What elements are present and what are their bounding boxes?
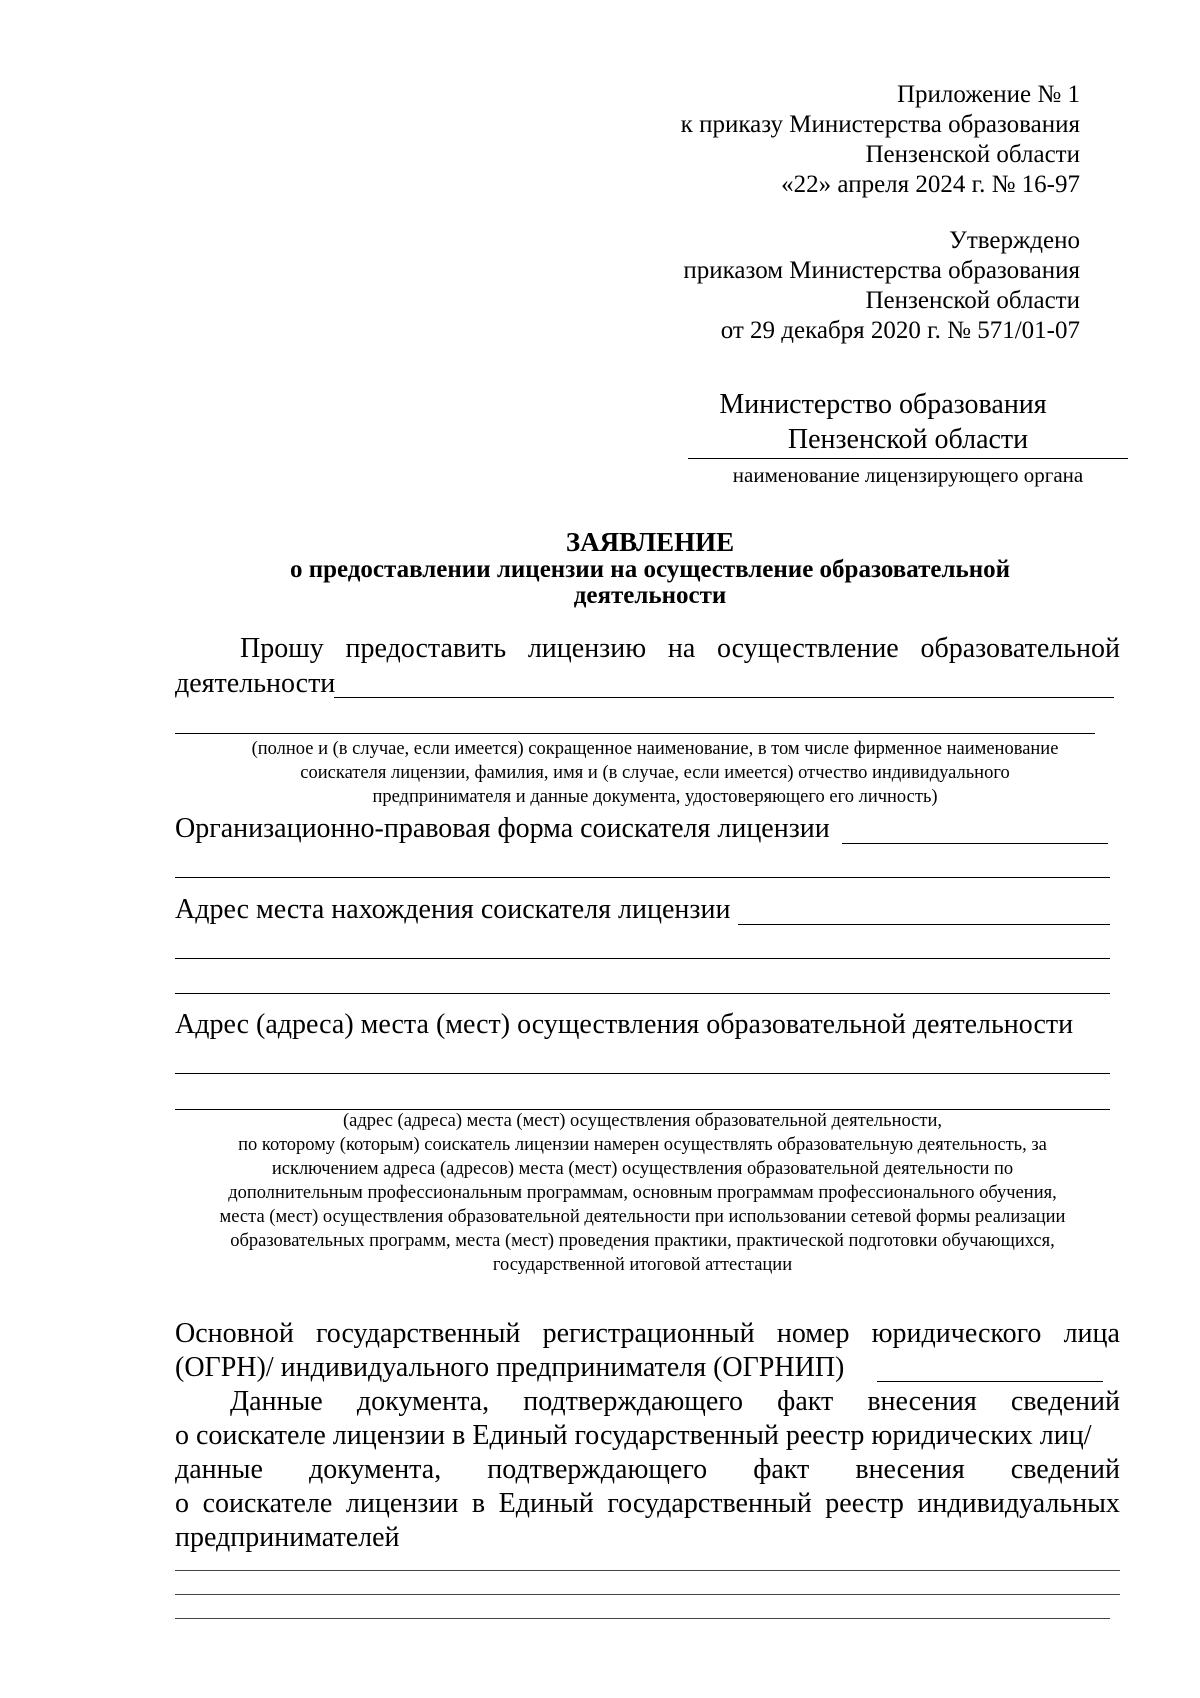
note-line: соискателя лицензии, фамилия, имя и (в случае, если имеется) отчество индивидуального: [300, 763, 1010, 783]
org-form-field-2[interactable]: [175, 877, 1110, 878]
annex-region: Пензенской области: [865, 141, 1080, 168]
address-field-2[interactable]: [175, 958, 1110, 959]
word: внесения: [855, 1454, 965, 1485]
word: номер: [776, 1318, 850, 1349]
word: лица: [1063, 1318, 1120, 1349]
word: государственный: [316, 1318, 521, 1349]
statement-subtitle-1: о предоставлении лицензии на осуществление образовательной: [289, 556, 1011, 583]
org-form-label: Организационно-правовая форма соискателя лицензии: [175, 813, 830, 844]
annex-order-ref: к приказу Министерства образования: [680, 111, 1080, 138]
approved-block: [683, 226, 1080, 346]
registry-doc-line-4: [175, 1488, 1120, 1520]
note-line: государственной итоговой аттестации: [492, 1255, 793, 1275]
registry-doc-line-5: предпринимателей: [175, 1522, 400, 1553]
request-line: [240, 633, 1120, 665]
request-continuation: деятельности: [175, 668, 336, 699]
applicant-name-field-2[interactable]: [175, 733, 1095, 734]
word: реестр: [825, 1488, 904, 1519]
recipient-line2: Пензенской области: [787, 424, 1029, 455]
ogrn-field[interactable]: [877, 1381, 1103, 1382]
word: факт: [777, 1386, 834, 1417]
word: факт: [753, 1454, 810, 1485]
word: образовательной: [920, 633, 1120, 664]
word: индивидуальных: [917, 1488, 1120, 1519]
address-field-3[interactable]: [175, 993, 1110, 994]
annex-number: Приложение № 1: [896, 81, 1080, 108]
note-line: по которому (которым) соискатель лицензии намерен осуществлять образовательную деятельность, за: [238, 1135, 1047, 1155]
word: о: [175, 1488, 189, 1519]
approved-region: Пензенской области: [865, 287, 1080, 314]
word: сведений: [1010, 1386, 1120, 1417]
recipient-caption: наименование лицензирующего органа: [732, 463, 1084, 487]
note-line: (адрес (адреса) места (мест) осуществления образовательной деятельности,: [342, 1111, 943, 1131]
word: соискателе: [202, 1488, 333, 1519]
address-field-1[interactable]: [738, 924, 1110, 925]
activity-address-note: [175, 1109, 1110, 1277]
registry-doc-field-3[interactable]: [175, 1618, 1110, 1619]
word: лицензии: [345, 1488, 459, 1519]
ogrn-line-1: [175, 1318, 1120, 1350]
word: регистрационный: [542, 1318, 755, 1349]
word: Основной: [175, 1318, 294, 1349]
word: осуществление: [716, 633, 899, 664]
word: сведений: [1010, 1454, 1120, 1485]
word: подтверждающего: [487, 1454, 708, 1485]
word: на: [667, 633, 696, 664]
word: предоставить: [345, 633, 507, 664]
word: подтверждающего: [523, 1386, 744, 1417]
note-line: предпринимателя и данные документа, удостоверяющего его личность): [372, 787, 938, 807]
registry-doc-line-2: о соискателе лицензии в Единый государственный реестр юридических лиц/: [175, 1420, 1092, 1451]
ogrn-line-2: (ОГРН)/ индивидуального предпринимателя (ОГРНИП): [175, 1352, 845, 1383]
note-line: дополнительным профессиональным программам, основным программам профессионального обучения,: [228, 1183, 1057, 1203]
registry-doc-line-1: [230, 1386, 1120, 1418]
word: документа,: [356, 1386, 490, 1417]
word: юридического: [871, 1318, 1042, 1349]
activity-address-field-1[interactable]: [175, 1073, 1110, 1074]
note-line: исключением адреса (адресов) места (мест) осуществления образовательной деятельности по: [271, 1159, 1014, 1179]
word: Прошу: [240, 633, 324, 664]
statement-title: ЗАЯВЛЕНИЕ: [565, 527, 735, 557]
address-label: Адрес места нахождения соискателя лицензии: [175, 894, 731, 925]
applicant-name-note: [175, 737, 1135, 809]
statement-subtitle-2: деятельности: [573, 582, 727, 609]
recipient-line1: Министерство образования: [719, 389, 1047, 420]
org-form-field[interactable]: [842, 843, 1108, 844]
registry-doc-field-2[interactable]: [175, 1594, 1120, 1595]
word: Единый: [498, 1488, 594, 1519]
annex-block: [681, 80, 1080, 200]
note-line: образовательных программ, места (мест) проведения практики, практической подготовки обучающихся,: [230, 1231, 1055, 1251]
recipient-underline: [688, 458, 1128, 459]
approved-label: Утверждено: [949, 227, 1080, 254]
approved-order-ref: приказом Министерства образования: [683, 257, 1080, 284]
annex-date: «22» апреля 2024 г. № 16-97: [781, 171, 1080, 198]
word: внесения: [867, 1386, 977, 1417]
note-line: (полное и (в случае, если имеется) сокращенное наименование, в том числе фирменное наименование: [251, 739, 1059, 759]
registry-doc-field-1[interactable]: [175, 1570, 1120, 1571]
word: в: [471, 1488, 486, 1519]
word: Данные: [230, 1386, 323, 1417]
word: документа,: [308, 1454, 442, 1485]
word: лицензию: [527, 633, 647, 664]
activity-address-label: Адрес (адреса) места (мест) осуществления образовательной деятельности: [175, 1009, 1074, 1040]
applicant-name-field-1[interactable]: [334, 697, 1114, 698]
word: государственный: [607, 1488, 812, 1519]
word: данные: [175, 1454, 263, 1485]
note-line: места (мест) осуществления образовательной деятельности при использовании сетевой формы реализации: [219, 1207, 1066, 1227]
approved-date: от 29 декабря 2020 г. № 571/01-07: [720, 317, 1080, 344]
registry-doc-line-3: [175, 1454, 1120, 1486]
